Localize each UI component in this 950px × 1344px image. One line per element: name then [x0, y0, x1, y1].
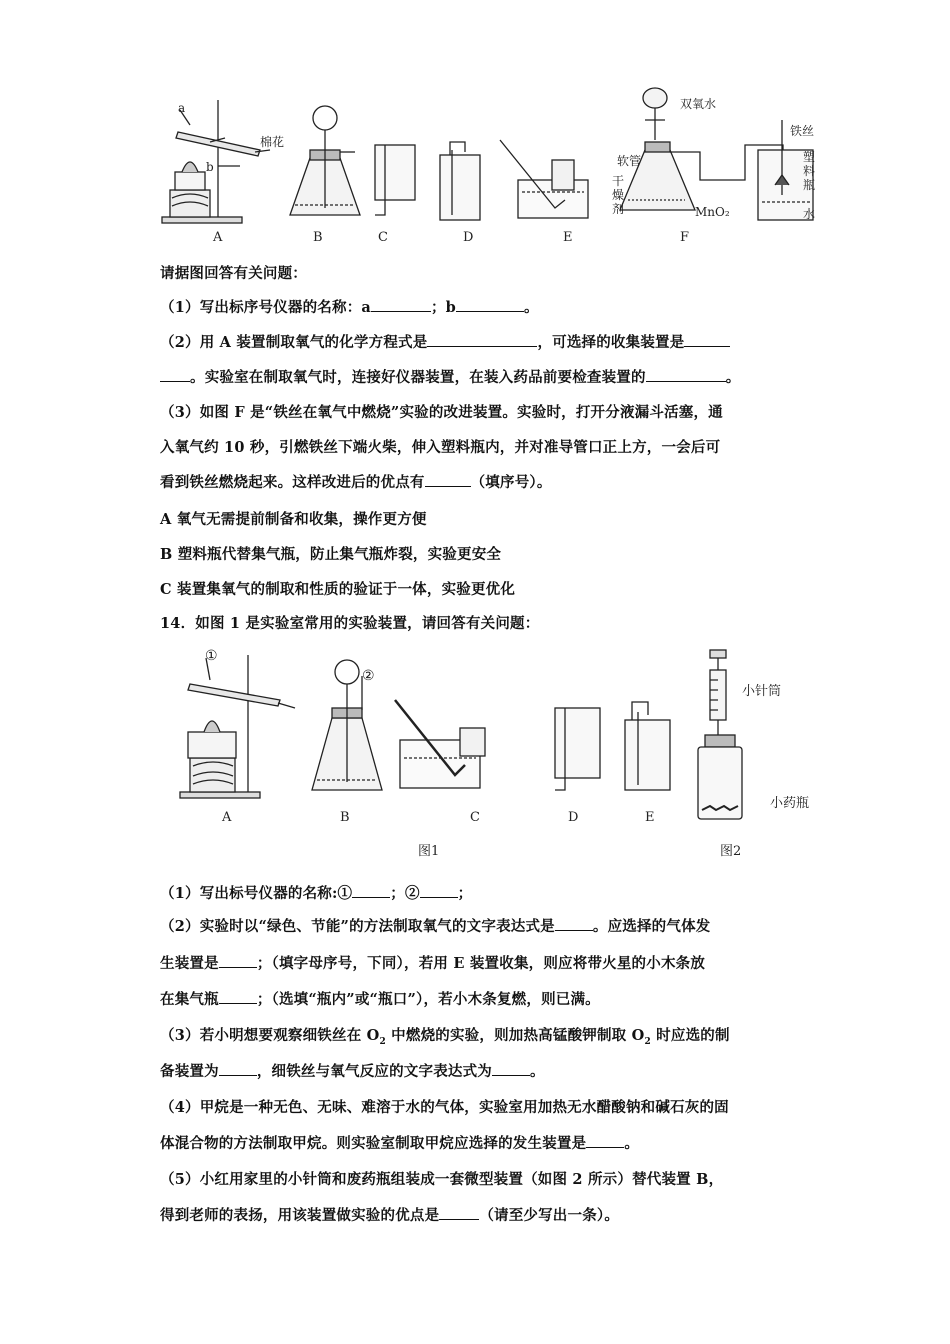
caption-e: E	[645, 810, 655, 825]
label-circle-1: ①	[205, 648, 218, 664]
answer-blank[interactable]	[646, 369, 726, 382]
apparatus-figure-q14	[170, 640, 850, 820]
q14-part2-l3: 在集气瓶 ；（选填“瓶内”或“瓶口”），若小木条复燃，则已满。	[160, 991, 600, 1008]
q14-part2-l2: 生装置是 ；（填字母序号，下同），若用 E 装置收集，则应将带火星的小木条放	[160, 955, 706, 972]
q13-option-c: C 装置集氧气的制取和性质的验证于一体，实验更优化	[160, 581, 516, 598]
caption-a: A	[222, 810, 232, 825]
answer-blank[interactable]	[420, 885, 458, 898]
label-a: a	[178, 101, 186, 115]
label-mno2: MnO₂	[695, 205, 730, 219]
q13-option-b: B 塑料瓶代替集气瓶，防止集气瓶炸裂，实验更安全	[160, 546, 502, 563]
q14-part3-l2: 备装置为 ，细铁丝与氧气反应的文字表达式为 。	[160, 1063, 545, 1080]
apparatus-figure-q13	[150, 80, 840, 250]
caption-e: E	[563, 230, 573, 245]
caption-c: C	[470, 810, 480, 825]
answer-blank[interactable]	[425, 474, 471, 487]
answer-blank[interactable]	[219, 955, 257, 968]
caption-f: F	[680, 230, 690, 245]
q13-part1: （1）写出标序号仪器的名称：a ；b 。	[160, 299, 539, 316]
label-syringe: 小针筒	[742, 684, 782, 699]
label-iron-wire: 铁丝	[790, 124, 815, 138]
q13-option-a: A 氧气无需提前制备和收集，操作更方便	[160, 511, 427, 528]
answer-blank[interactable]	[427, 334, 537, 347]
caption-c: C	[378, 230, 388, 245]
answer-blank[interactable]	[371, 299, 431, 312]
answer-blank[interactable]	[456, 299, 524, 312]
answer-blank[interactable]	[219, 991, 257, 1004]
q14-part1: （1）写出标号仪器的名称:① ；② ；	[160, 885, 473, 902]
caption-d: D	[463, 230, 474, 245]
label-cotton: 棉花	[260, 135, 285, 149]
figure-1-caption: 图1	[418, 844, 440, 859]
q14-part4-l2: 体混合物的方法制取甲烷。则实验室制取甲烷应选择的发生装置是 。	[160, 1135, 640, 1152]
caption-b: B	[313, 230, 323, 245]
q14-title: 14．如图 1 是实验室常用的实验装置，请回答有关问题：	[160, 615, 540, 632]
answer-blank[interactable]	[219, 1063, 257, 1076]
label-water: 水	[803, 207, 816, 221]
label-b: b	[206, 160, 214, 174]
q13-part2: （2）用 A 装置制取氧气的化学方程式是 ，可选择的收集装置是	[160, 331, 730, 352]
label-desiccant: 干燥剂	[612, 174, 625, 216]
q13-part3: （3）如图 F 是“铁丝在氧气中燃烧”实验的改进装置。实验时，打开分液漏斗活塞，通	[160, 404, 723, 421]
q14-part3: （3）若小明想要观察细铁丝在 $O_2$ 中燃烧的实验，则加热高锰酸钾制取 $O_2$ 时应选的制	[160, 1027, 730, 1047]
q14-part5: （5）小红用家里的小针筒和废药瓶组装成一套微型装置（如图 2 所示）替代装置 B，	[160, 1171, 724, 1188]
label-h2o2: 双氧水	[680, 97, 717, 111]
label-medicine-bottle: 小药瓶	[770, 796, 810, 811]
label-circle-2: ②	[362, 668, 375, 684]
caption-d: D	[568, 810, 579, 825]
figure-2-caption: 图2	[720, 844, 742, 859]
q14-part5-l2: 得到老师的表扬，用该装置做实验的优点是 （请至少写出一条）。	[160, 1207, 620, 1224]
q14-part4: （4）甲烷是一种无色、无味、难溶于水的气体，实验室用加热无水醋酸钠和碱石灰的固	[160, 1099, 729, 1116]
label-plastic-bottle: 塑料瓶	[803, 150, 816, 192]
q13-part2-cont: 。实验室在制取氧气时，连接好仪器装置，在装入药品前要检查装置的 。	[160, 366, 740, 387]
label-soft-tube: 软管	[617, 154, 642, 168]
answer-blank[interactable]	[684, 334, 730, 347]
q13-part3-l3: 看到铁丝燃烧起来。这样改进后的优点有 （填序号）。	[160, 474, 552, 491]
answer-blank[interactable]	[586, 1135, 624, 1148]
q13-part3-l2: 入氧气约 10 秒，引燃铁丝下端火柴，伸入塑料瓶内，并对准导管口正上方，一会后可	[160, 439, 721, 456]
answer-blank[interactable]	[555, 918, 593, 931]
q13-intro: 请据图回答有关问题：	[160, 265, 307, 282]
answer-blank[interactable]	[352, 885, 390, 898]
caption-b: B	[340, 810, 350, 825]
answer-blank[interactable]	[160, 369, 190, 382]
q14-part2: （2）实验时以“绿色、节能”的方法制取氧气的文字表达式是 。应选择的气体发	[160, 918, 711, 935]
answer-blank[interactable]	[492, 1063, 530, 1076]
caption-a: A	[213, 230, 223, 245]
answer-blank[interactable]	[439, 1207, 479, 1220]
